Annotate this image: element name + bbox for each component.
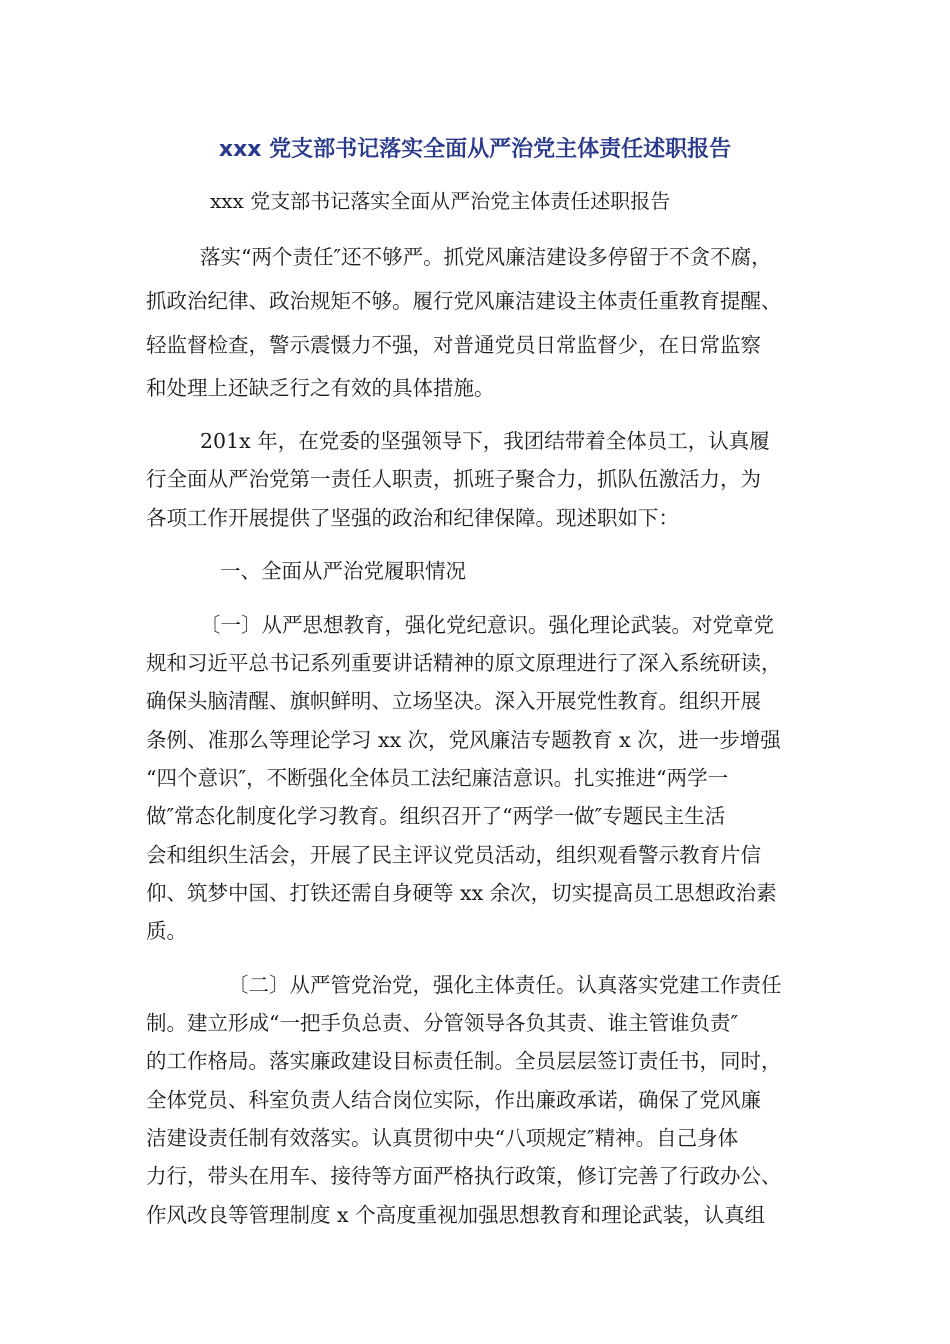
paragraph-line: 201x 年，在党委的坚强领导下，我团结带着全体员工，认真履 <box>200 429 770 453</box>
paragraph-line: 会和组织生活会，开展了民主评议党员活动，组织观看警示教育片信 <box>146 843 761 867</box>
paragraph-line: 和处理上还缺乏行之有效的具体措施。 <box>146 376 495 400</box>
paragraph-line: 仰、筑梦中国、打铁还需自身硬等 xx 余次，切实提高员工思想政治素 <box>146 881 777 905</box>
paragraph-line: 抓政治纪律、政治规矩不够。履行党风廉洁建设主体责任重教育提醒、 <box>146 289 782 313</box>
paragraph-line: 轻监督检查，警示震慑力不强，对普通党员日常监督少，在日常监察 <box>146 333 761 357</box>
paragraph-line: 行全面从严治党第一责任人职责，抓班子聚合力，抓队伍激活力，为 <box>146 467 761 491</box>
paragraph-line: 作风改良等管理制度 x 个高度重视加强思想教育和理论武装，认真组 <box>146 1203 766 1227</box>
paragraph-line: “四个意识″，不断强化全体员工法纪廉洁意识。扎实推进“两学一 <box>146 766 729 790</box>
section-heading: 一、全面从严治党履职情况 <box>220 559 466 583</box>
paragraph-line: 落实“两个责任″还不够严。抓党风廉洁建设多停留于不贪不腐， <box>200 245 772 269</box>
paragraph-line: 〔一〕从严思想教育，强化党纪意识。强化理论武装。对党章党 <box>200 613 774 637</box>
paragraph-line: 质。 <box>146 919 187 943</box>
paragraph-line: 的工作格局。落实廉政建设目标责任制。全员层层签订责任书，同时， <box>146 1049 782 1073</box>
paragraph-line: 制。建立形成“一把手负总责、分管领导各负其责、谁主管谁负责″ <box>146 1011 739 1035</box>
paragraph-line: 各项工作开展提供了坚强的政治和纪律保障。现述职如下： <box>146 506 679 530</box>
paragraph-line: 〔二〕从严管党治党，强化主体责任。认真落实党建工作责任 <box>228 973 782 997</box>
paragraph-line: 力行，带头在用车、接待等方面严格执行政策，修订完善了行政办公、 <box>146 1164 782 1188</box>
subtitle: xxx 党支部书记落实全面从严治党主体责任述职报告 <box>210 189 671 213</box>
paragraph-line: 洁建设责任制有效落实。认真贯彻中央“八项规定″精神。自己身体 <box>146 1126 739 1150</box>
paragraph-line: 做″常态化制度化学习教育。组织召开了“两学一做″专题民主生活 <box>146 804 726 828</box>
paragraph-line: 全体党员、科室负责人结合岗位实际，作出廉政承诺，确保了党风廉 <box>146 1088 761 1112</box>
paragraph-line: 条例、准那么等理论学习 xx 次，党风廉洁专题教育 x 次，进一步增强 <box>146 728 781 752</box>
paragraph-line: 规和习近平总书记系列重要讲话精神的原文原理进行了深入系统研读， <box>146 651 782 675</box>
page-title: xxx 党支部书记落实全面从严治党主体责任述职报告 <box>218 137 732 162</box>
paragraph-line: 确保头脑清醒、旗帜鲜明、立场坚决。深入开展党性教育。组织开展 <box>146 689 761 713</box>
